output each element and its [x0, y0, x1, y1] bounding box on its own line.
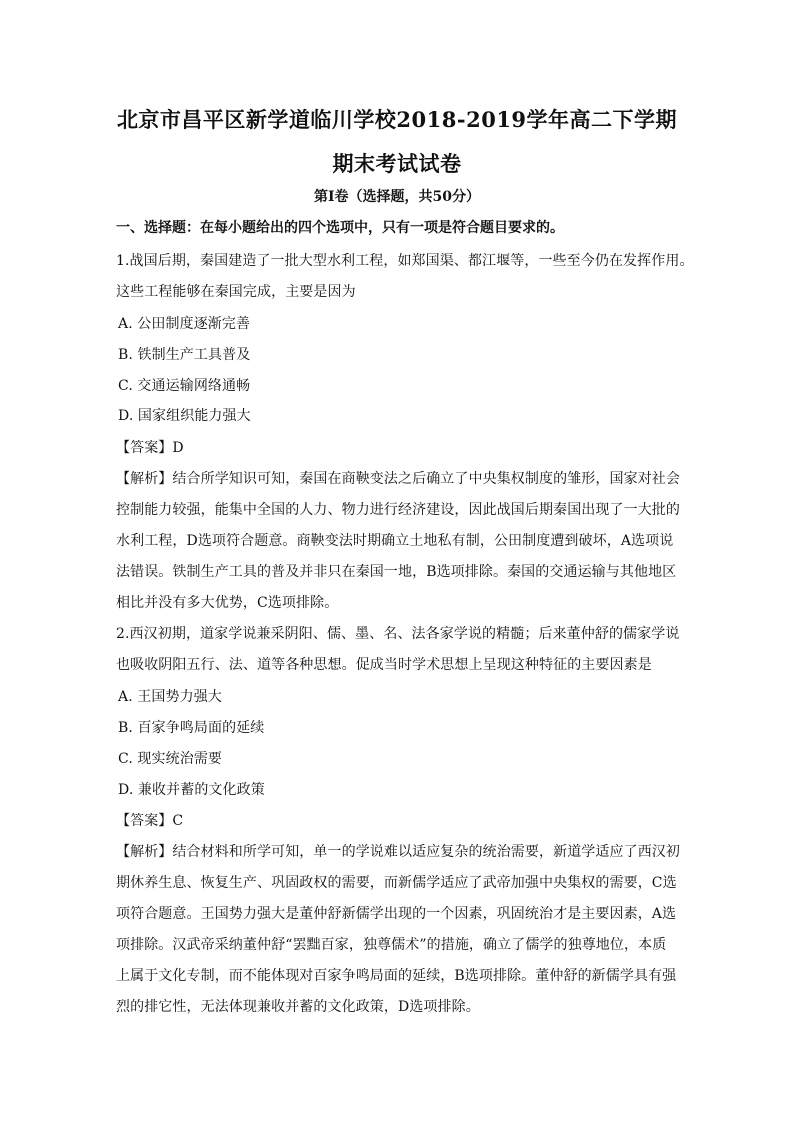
question-1-analysis: 水利工程，D选项符合题意。商鞅变法时期确立土地私有制，公田制度遭到破坏，A选项说	[116, 533, 674, 549]
question-2-analysis: 项符合题意。王国势力强大是董仲舒新儒学出现的一个因素，巩固统治才是主要因素，A选	[116, 906, 677, 922]
section-subtitle: 第Ⅰ卷（选择题，共50分）	[313, 189, 481, 205]
question-1-analysis: 法错误。铁制生产工具的普及并非只在秦国一地，B选项排除。秦国的交通运输与其他地区	[116, 564, 677, 580]
question-2-analysis: 【解析】结合材料和所学可知，单一的学说难以适应复杂的统治需要，新道学适应了西汉初	[116, 844, 680, 860]
question-1-analysis: 控制能力较强，能集中全国的人力、物力进行经济建设，因此战国后期秦国出现了一大批的	[116, 502, 680, 518]
question-1-option-c: C. 交通运输网络通畅	[118, 378, 251, 394]
question-1-option-d: D. 国家组织能力强大	[118, 408, 251, 424]
document-title-line2: 期末考试试卷	[332, 151, 462, 176]
question-1-stem: 1.战国后期，秦国建造了一批大型水利工程，如郑国渠、都江堰等，一些至今仍在发挥作用。	[116, 253, 694, 269]
question-1-stem: 这些工程能够在秦国完成，主要是因为	[116, 284, 356, 300]
question-2-option-b: B. 百家争鸣局面的延续	[118, 720, 265, 736]
question-1-option-b: B. 铁制生产工具普及	[118, 347, 251, 363]
question-2-option-d: D. 兼收并蓄的文化政策	[118, 782, 265, 798]
question-2-option-c: C. 现实统治需要	[118, 751, 223, 767]
question-1-analysis: 相比并没有多大优势，C选项排除。	[116, 595, 339, 611]
question-2-analysis: 项排除。汉武帝采纳董仲舒“罢黜百家，独尊儒术”的措施，确立了儒学的独尊地位，本质	[116, 937, 667, 953]
question-2-analysis: 上属于文化专制，而不能体现对百家争鸣局面的延续，B选项排除。董仲舒的新儒学具有强	[116, 968, 677, 984]
question-2-answer: 【答案】C	[116, 813, 184, 829]
question-2-stem: 2.西汉初期，道家学说兼采阴阳、儒、墨、名、法各家学说的精髓；后来董仲舒的儒家学说	[116, 626, 680, 642]
question-2-stem: 也吸收阴阳五行、法、道等各种思想。促成当时学术思想上呈现这种特征的主要因素是	[116, 657, 652, 673]
section-heading: 一、选择题：在每小题给出的四个选项中，只有一项是符合题目要求的。	[116, 220, 564, 236]
question-1-analysis: 【解析】结合所学知识可知，秦国在商鞅变法之后确立了中央集权制度的雏形，国家对社会	[116, 471, 680, 487]
question-2-analysis: 烈的排它性，无法体现兼收并蓄的文化政策，D选项排除。	[116, 999, 480, 1015]
question-2-analysis: 期休养生息、恢复生产、巩固政权的需要，而新儒学适应了武帝加强中央集权的需要，C选	[116, 875, 677, 891]
question-1-answer: 【答案】D	[116, 440, 184, 456]
document-title: 北京市昌平区新学道临川学校2018-2019学年高二下学期	[116, 107, 678, 132]
question-1-option-a: A. 公田制度逐渐完善	[118, 316, 251, 332]
question-2-option-a: A. 王国势力强大	[118, 689, 222, 705]
